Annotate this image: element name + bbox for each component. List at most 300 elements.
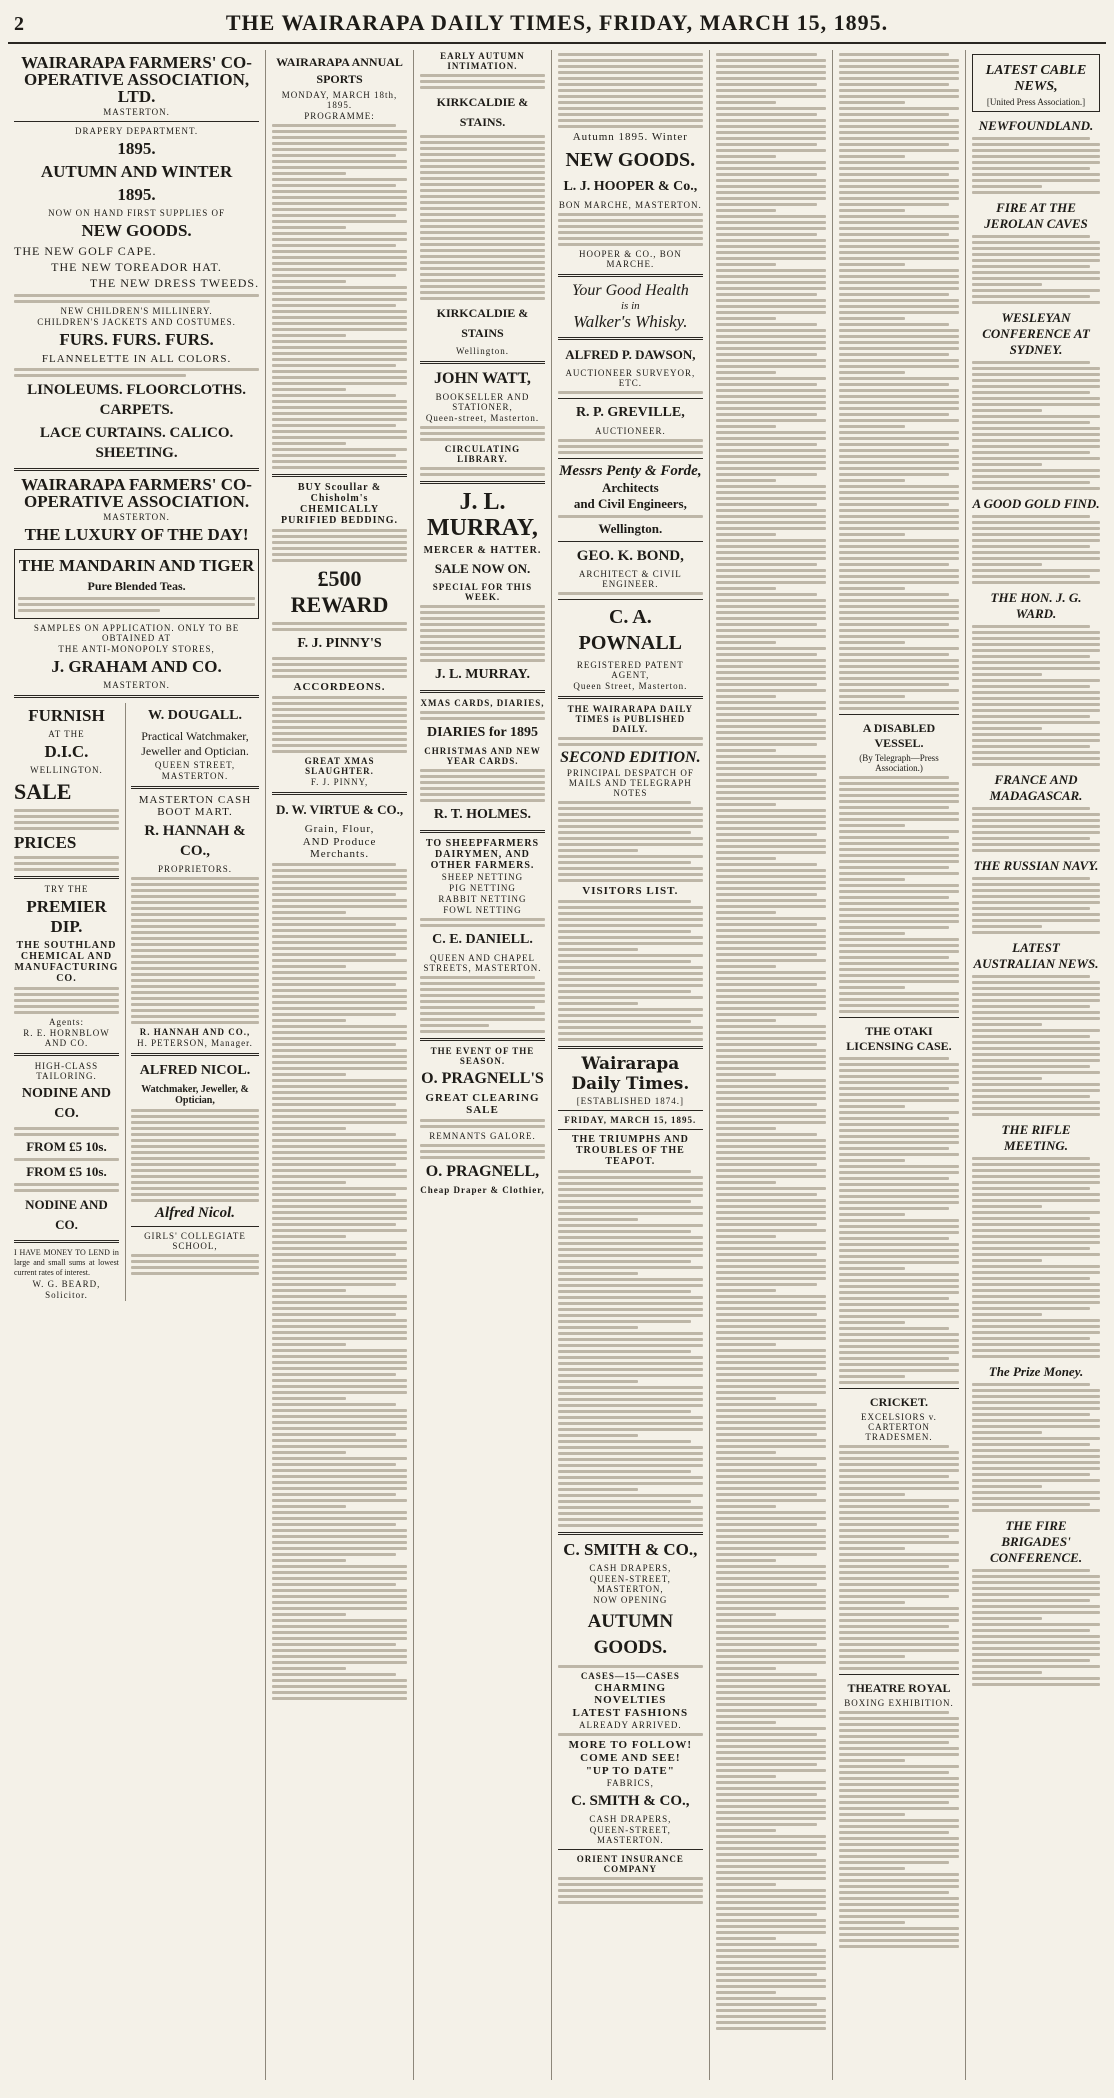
ad-farmers-season: AUTUMN AND WINTER [40,162,233,181]
text-line [839,1747,959,1750]
text-line [716,413,817,416]
sports-title: WAIRARAPA ANNUAL SPORTS [276,55,403,86]
text-line [839,1069,959,1072]
text-line [839,848,959,851]
text-line [972,1491,1100,1494]
text-line [716,1499,826,1502]
text-line [716,485,826,488]
text-line [272,1685,407,1688]
text-line [972,451,1090,454]
text-line [972,1247,1090,1250]
tea-name: THE MANDARIN AND TIGER [18,556,255,575]
text-line [272,1145,407,1148]
text-line [272,454,396,457]
text-line [839,1010,959,1013]
text-line [839,1807,959,1810]
text-line [839,131,959,134]
text-line [839,1375,905,1378]
text-line [839,311,959,314]
text-line [716,125,826,128]
text-line [972,637,1100,640]
ad-holmes: R. T. HOLMES. [433,807,532,822]
text-line [839,1445,949,1448]
text-line [558,1368,703,1371]
text-line [716,1103,817,1106]
text-line [972,1419,1100,1422]
text-line [839,1243,959,1246]
text-line [839,1237,949,1240]
text-line [716,1271,826,1274]
text-line [839,992,959,995]
text-line [716,1061,826,1064]
text-line [972,1307,1090,1310]
text-line [972,1113,1100,1116]
text-line [972,521,1100,524]
text-line [839,1219,959,1222]
text-line [972,1235,1100,1238]
text-line [716,419,826,422]
text-line [972,1035,1090,1038]
text-line [716,1133,817,1136]
smith-uptodate: "UP TO DATE" [585,1765,675,1777]
ad-toreador-hat: THE NEW TOREADOR HAT. [51,260,222,274]
text-line [839,1613,959,1616]
text-line [972,1157,1090,1160]
text-line [839,1087,949,1090]
text-line [839,1571,959,1574]
text-line [716,1121,826,1124]
text-line [716,749,777,752]
text-line [716,1481,826,1484]
text-line [972,697,1100,700]
text-line [558,1242,703,1245]
text-line [839,683,949,686]
text-line [272,1487,407,1490]
text-line [716,1517,826,1520]
text-line [716,479,777,482]
text-line [716,473,817,476]
text-line [272,172,346,175]
text-line [716,1091,826,1094]
text-line [716,839,826,842]
text-line [839,629,959,632]
text-line [420,994,545,997]
text-line [716,1625,826,1628]
text-line [716,1253,817,1256]
text-line [716,353,817,356]
text-line [972,895,1100,898]
text-line [716,1913,817,1916]
whisky-line3: Walker's Whisky. [573,312,688,331]
text-line [716,719,826,722]
text-line [558,996,703,999]
text-line [558,954,703,957]
text-line [839,635,959,638]
text-line [972,721,1100,724]
text-line [716,365,826,368]
theatre-heading: THEATRE ROYAL [847,1681,951,1695]
text-line [839,1577,959,1580]
ad-golf-cape: THE NEW GOLF CAPE. [14,244,157,258]
text-line [558,1176,703,1179]
text-line [272,953,396,956]
text-line [558,1422,703,1425]
text-line [272,328,407,331]
ad-watt-trade: BOOKSELLER AND STATIONER, [435,392,530,412]
text-line [972,679,1100,682]
text-line [972,825,1100,828]
text-line [839,1159,905,1162]
text-line [716,605,826,608]
text-line [839,701,959,704]
text-line [839,1945,959,1948]
text-line [839,1493,905,1496]
ad-greville-role: AUCTIONEER. [594,426,666,436]
text-line [272,1343,346,1346]
text-line [839,317,905,320]
text-line [839,251,959,254]
text-line [972,415,1100,418]
text-line [272,334,346,337]
text-line [716,1487,826,1490]
ad-special: SPECIAL FOR THIS WEEK. [432,582,533,602]
text-line [272,1331,407,1334]
text-line [272,298,407,301]
column-1 [8,50,266,2080]
text-line [716,443,817,446]
ad-pownall: C. A. POWNALL [578,606,682,654]
text-line [839,173,949,176]
text-line [839,938,959,941]
text-line [716,329,826,332]
text-line [972,475,1100,478]
text-line [272,214,396,217]
ad-flannelette: FLANNELETTE IN ALL COLORS. [41,353,232,365]
text-line [716,1559,777,1562]
ad-millinery: NEW CHILDREN'S MILLINERY. [60,306,213,316]
text-line [716,1445,826,1448]
text-line [272,394,396,397]
text-line [839,503,949,506]
ad-penty-forde: Messrs Penty & Forde, [559,463,702,479]
text-line [839,1903,959,1906]
text-line [558,855,703,858]
text-line [272,947,407,950]
text-line [839,617,959,620]
text-line [716,593,817,596]
text-line [558,1200,691,1203]
text-line [716,905,826,908]
otaki-heading: THE OTAKI LICENSING CASE. [846,1024,952,1053]
text-line [716,65,826,68]
text-line [839,1135,959,1138]
text-line [272,1415,407,1418]
text-line [716,239,826,242]
text-line [839,89,959,92]
text-line [716,1589,826,1592]
text-line [272,136,407,139]
ad-kirkcaldie: KIRKCALDIE & STAINS. [436,95,529,129]
ad-pinny2: F. J. PINNY, [310,777,369,787]
text-line [716,677,826,680]
text-line [839,908,959,911]
mails-heading: PRINCIPAL DESPATCH OF MAILS AND TELEGRAPH NOTES [566,768,694,798]
text-line [839,1825,959,1828]
text-line [839,1487,959,1490]
text-line [972,155,1100,158]
text-line [716,191,826,194]
text-line [272,965,346,968]
text-line [716,1979,826,1982]
text-line [716,1829,777,1832]
text-line [716,917,826,920]
text-line [716,647,826,650]
text-line [972,813,1100,816]
text-line [839,926,949,929]
text-line [972,1253,1100,1256]
text-line [839,1861,949,1864]
ad-murray-2: J. L. MURRAY. [434,667,530,682]
text-line [839,1189,959,1192]
text-line [972,1277,1090,1280]
text-line [272,340,407,343]
text-line [558,1380,638,1383]
text-line [558,1332,703,1335]
text-line [839,1771,949,1774]
newspaper-masthead: Wairarapa Daily Times. [571,1054,690,1094]
text-line [716,1505,777,1508]
text-line [972,999,1100,1002]
text-line [272,1493,396,1496]
ad-murray-trade: MERCER & HATTER. [423,545,542,556]
text-line [272,388,346,391]
text-line [839,665,959,668]
text-line [839,1777,959,1780]
text-line [716,509,826,512]
text-line [716,695,777,698]
text-line [839,659,959,662]
text-line [972,271,1100,274]
ad-daniell-street: QUEEN AND CHAPEL STREETS, MASTERTON. [423,953,542,973]
text-line [272,1361,407,1364]
text-line [972,563,1042,566]
text-line [716,1619,826,1622]
text-line [972,1599,1090,1602]
smith-more: MORE TO FOLLOW! [568,1739,693,1751]
text-line [972,1593,1100,1596]
text-line [839,1321,905,1324]
text-line [839,347,959,350]
published-note: THE WAIRARAPA DAILY TIMES is PUBLISHED DAILY. [567,704,694,734]
text-line [272,917,407,920]
text-line [839,1649,959,1652]
ad-lace-curtains: LACE CURTAINS. CALICO. SHEETING. [39,425,234,461]
text-line [839,1631,959,1634]
text-line [839,419,959,422]
text-line [972,1265,1100,1268]
text-line [558,900,691,903]
text-line [839,1303,959,1306]
text-line [272,1235,346,1238]
text-line [972,1467,1100,1470]
text-line [716,989,826,992]
text-line [839,1183,959,1186]
text-line [839,974,959,977]
hooper-new-goods: NEW GOODS. [565,149,696,171]
text-line [972,1349,1100,1352]
text-line [716,1805,826,1808]
text-line [972,925,1042,928]
text-line [558,1224,703,1227]
text-line [558,1038,703,1041]
text-line [839,872,959,875]
ad-stores: THE ANTI-MONOPOLY STORES, [58,644,215,654]
orient-insurance: ORIENT INSURANCE COMPANY [576,1854,684,1874]
text-line [558,1188,703,1191]
text-line [558,1482,703,1485]
text-line [272,1451,346,1454]
text-line [272,1385,407,1388]
text-line [272,935,407,938]
text-line [839,1505,949,1508]
text-line [972,385,1100,388]
text-line [716,1115,826,1118]
text-line [839,902,959,905]
text-line [972,409,1042,412]
text-line [272,1505,346,1508]
text-line [839,1099,959,1102]
text-line [839,878,905,881]
text-line [716,287,826,290]
text-line [272,875,407,878]
excelsiors-heading: EXCELSIORS v. CARTERTON TRADESMEN. [861,1412,937,1442]
text-line [716,71,826,74]
text-line [972,253,1100,256]
text-line [716,1529,826,1532]
text-line [716,467,826,470]
text-line [839,257,959,260]
text-line [716,587,777,590]
text-line [972,265,1090,268]
cricket-heading: CRICKET. [869,1395,929,1409]
text-line [839,401,959,404]
text-line [716,1301,826,1304]
text-line [420,1006,535,1009]
text-line [716,1811,826,1814]
text-line [716,557,826,560]
text-line [716,569,826,572]
text-line [716,1799,826,1802]
text-line [839,1291,959,1294]
text-line [839,1499,959,1502]
text-line [558,867,703,870]
text-line [716,77,826,80]
text-line [716,1733,817,1736]
ad-dairymen: TO SHEEPFARMERS DAIRYMEN, AND OTHER FARMERS. [425,838,540,871]
text-line [839,1553,959,1556]
text-line [972,1301,1100,1304]
text-line [972,667,1100,670]
text-line [716,533,777,536]
text-line [558,1002,638,1005]
text-line [716,293,817,296]
text-line [972,901,1100,904]
text-line [272,1589,407,1592]
text-line [716,893,817,896]
text-line [839,1753,959,1756]
text-line [716,281,826,284]
column-6 [833,50,966,2080]
text-line [972,241,1100,244]
text-line [839,689,959,692]
text-line [716,1595,826,1598]
text-line [839,605,959,608]
text-line [558,1416,703,1419]
text-line [972,439,1100,442]
text-line [716,659,826,662]
text-line [716,851,826,854]
text-line [839,509,959,512]
text-line [272,178,407,181]
text-line [839,914,959,917]
text-line [716,233,817,236]
text-line [972,1023,1042,1026]
text-line [272,310,407,313]
text-line [839,119,959,122]
text-line [972,739,1100,742]
text-line [272,322,407,325]
ad-clearing-sale: GREAT CLEARING SALE [425,1092,540,1116]
text-line [839,227,959,230]
text-line [839,197,959,200]
text-line [716,1961,826,1964]
text-line [972,373,1100,376]
text-line [716,1787,826,1790]
text-line [558,843,703,846]
whisky-line2: is in [621,300,640,312]
text-line [972,1083,1100,1086]
text-line [272,1427,407,1430]
text-line [716,1661,826,1664]
text-line [558,1464,703,1467]
text-line [972,1623,1100,1626]
text-line [716,359,826,362]
text-line [839,1105,905,1108]
text-line [716,1667,777,1670]
text-line [839,293,949,296]
text-line [839,287,959,290]
text-line [716,575,826,578]
text-line [716,1973,817,1976]
text-line [558,801,691,804]
text-line [272,124,396,127]
text-line [272,995,407,998]
text-line [272,1019,346,1022]
text-line [839,1589,959,1592]
text-line [272,1013,396,1016]
text-line [272,1091,407,1094]
jerolan-caves-heading: FIRE AT THE JEROLAN CAVES [984,200,1088,231]
text-line [716,1673,817,1676]
text-line [839,65,959,68]
text-line [839,1063,959,1066]
text-line [272,1025,407,1028]
ad-bootmart: MASTERTON CASH BOOT MART. [138,794,252,818]
text-line [716,1463,817,1466]
text-line [839,1625,949,1628]
text-line [716,653,817,656]
text-line [272,1409,407,1412]
